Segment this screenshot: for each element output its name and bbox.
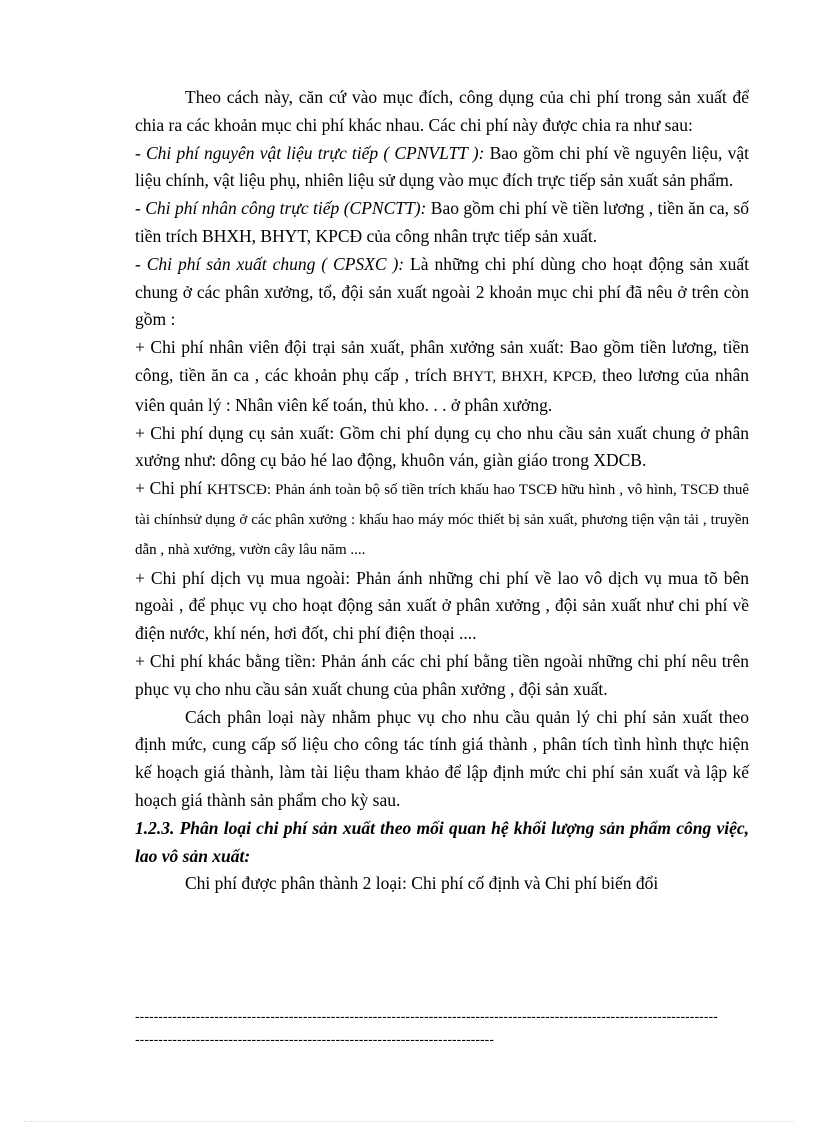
term-cpnvltt: - Chi phí nguyên vật liệu trực tiếp ( CPNVLTT ): (135, 142, 485, 163)
term-cpnctt: - Chi phí nhân công trực tiếp (CPNCTT): (135, 198, 427, 219)
staff-cost-text-a: + Chi phí nhân viên đội trại sản xuất, phân xưởng sản xuất: Bao gồm tiền lương, tiền công, tiền ăn ca , các khoản phụ cấp , trích (135, 337, 749, 385)
depreciation-text-b: KHTSCĐ: Phản ánh toàn bộ số tiền trích khấu hao TSCĐ hữu hình , vô hình, TSCĐ thuê tài chínhsử dụng ở các phân xưởng : khấu hao máy móc thiết bị sản xuất, phương tiện vận tải , truyền dẫn , nhà xưởng, vườn cây lâu năm .... (135, 482, 749, 558)
term-cpsxc: - Chi phí sản xuất chung ( CPSXC ): (135, 253, 405, 274)
paragraph-outsourced-services: + Chi phí dịch vụ mua ngoài: Phản ánh những chi phí về lao vô dịch vụ mua tõ bên ngoài , để phục vụ cho hoạt động sản xuất ở phân xưởng , đội sản xuất như chi phí về điện nước, khí nén, hơi đốt, chi phí điện thoại .... (135, 567, 749, 644)
document-body (135, 84, 749, 898)
section-heading: 1.2.3. Phân loại chi phí sản xuất theo mối quan hệ khối lượng sản phẩm công việc, lao vô sản xuất: (135, 817, 749, 866)
staff-cost-abbrev: BHYT, BHXH, KPCĐ, (452, 368, 597, 385)
paragraph-cpsxc (135, 251, 749, 334)
paragraph-depreciation (135, 475, 749, 564)
definition-cpnvltt: Bao gồm chi phí về nguyên liệu, vật liệu chính, vật liệu phụ, nhiên liệu sử dụng vào mục đích trực tiếp sản xuất sản phẩm. (135, 142, 749, 191)
paragraph-staff-cost (135, 334, 749, 419)
paragraph-cpnctt (135, 195, 749, 251)
page-bottom-border (24, 1121, 794, 1122)
paragraph-cost-types: Chi phí được phân thành 2 loại: Chi phí cố định và Chi phí biến đổi (185, 873, 659, 894)
separator-line-2: ----------------------------------------------------------------------------- (135, 1032, 494, 1046)
paragraph-classification-purpose: Cách phân loại này nhằm phục vụ cho nhu cầu quản lý chi phí sản xuất theo định mức, cung cấp số liệu cho công tác tính giá thành , phân tích tình hình thực hiện kế hoạch giá thành, làm tài liệu tham khảo để lập định mức chi phí sản xuất và lập kế hoạch giá thành sản phẩm cho kỳ sau. (135, 706, 749, 810)
paragraph-tools-cost: + Chi phí dụng cụ sản xuất: Gồm chi phí dụng cụ cho nhu cầu sản xuất chung ở phân xưởng như: dông cụ bảo hé lao động, khuôn ván, giàn giáo trong XDCB. (135, 422, 749, 471)
paragraph-intro: Theo cách này, căn cứ vào mục đích, công dụng của chi phí trong sản xuất để chia ra các khoản mục chi phí khác nhau. Các chi phí này được chia ra như sau: (135, 87, 749, 135)
depreciation-text-a: + Chi phí (135, 478, 207, 499)
paragraph-other-cash-cost: + Chi phí khác bằng tiền: Phản ánh các chi phí bằng tiền ngoài những chi phí nêu trên phục vụ cho nhu cầu sản xuất chung của phân xưởng , đội sản xuất. (135, 650, 749, 699)
paragraph-cpnvltt (135, 140, 749, 196)
separator-line-1: ----------------------------------------------------------------------------------------------------------------------------- (135, 1009, 718, 1023)
definition-cpsxc: Là những chi phí dùng cho hoạt động sản xuất chung ở các phân xưởng, tổ, đội sản xuất ngoài 2 khoản mục chi phí đã nêu ở trên còn gồm : (135, 253, 750, 330)
definition-cpnctt: Bao gồm chi phí về tiền lương , tiền ăn ca, số tiền trích BHXH, BHYT, KPCĐ của công nhân trực tiếp sản xuất. (135, 198, 750, 246)
staff-cost-text-c: theo lương của nhân viên quản lý : Nhân viên kế toán, thủ kho. . . ở phân xưởng. (135, 364, 749, 415)
